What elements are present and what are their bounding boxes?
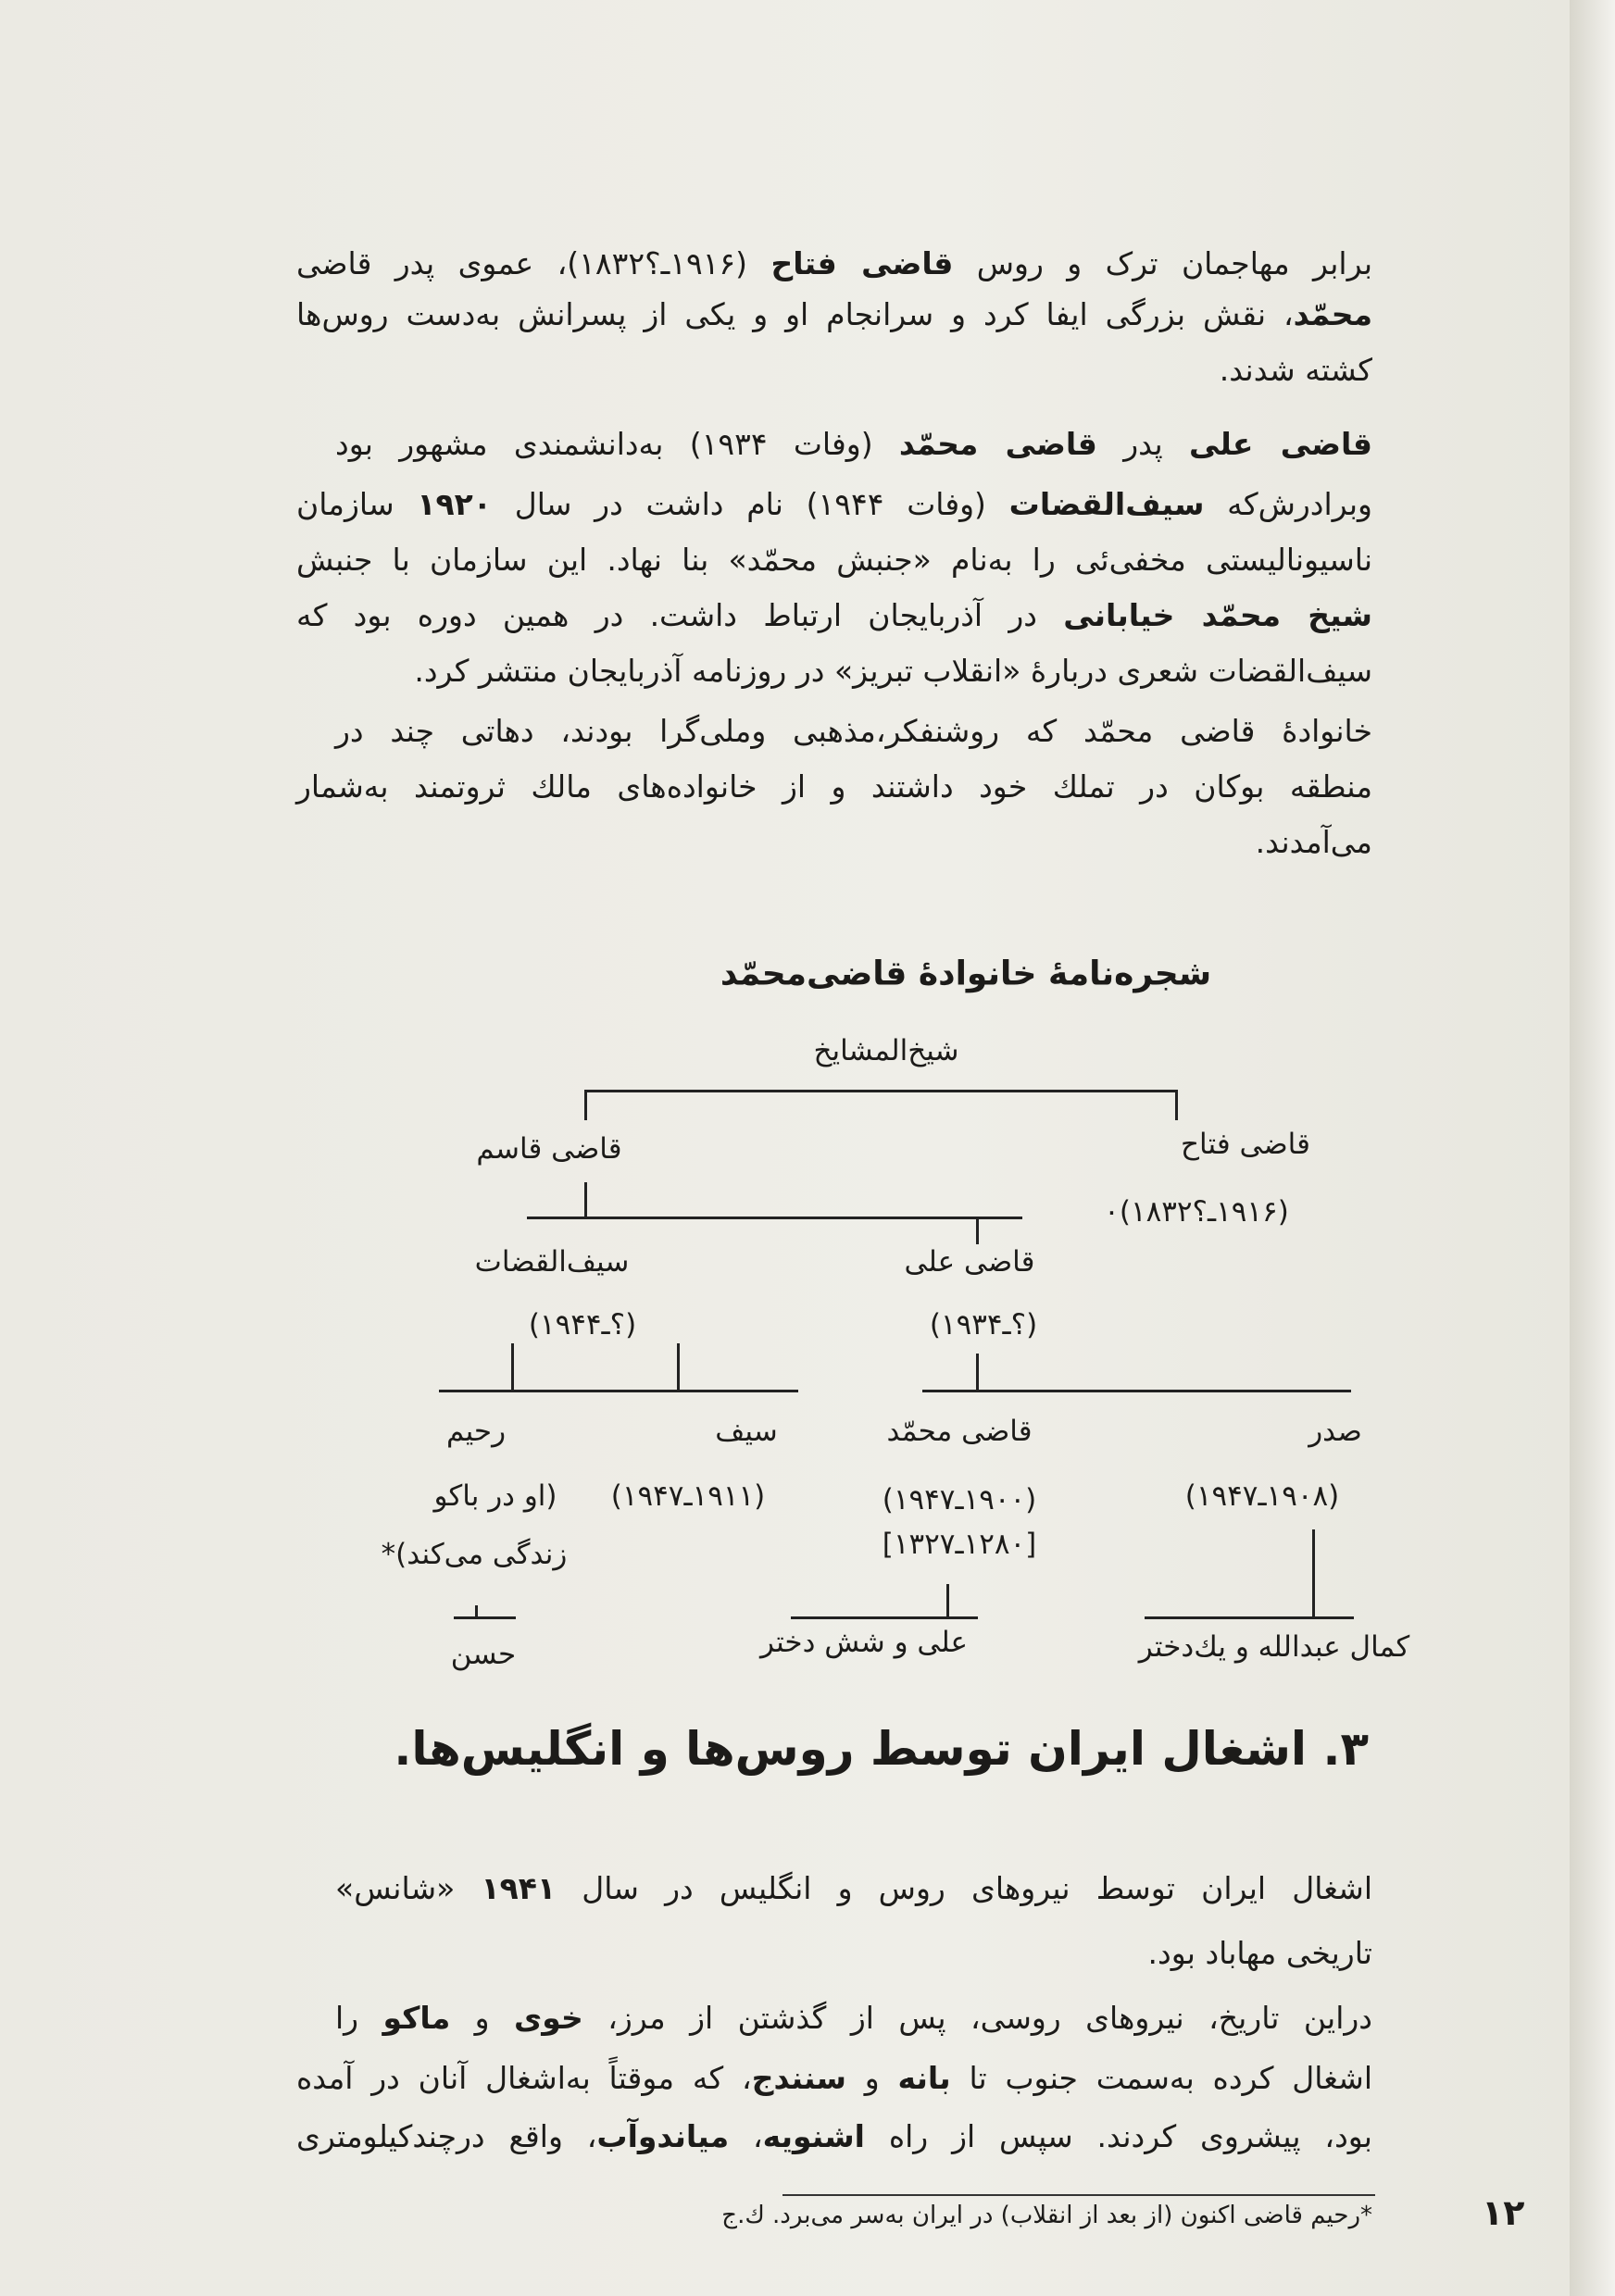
tree-node-qasem: قاضی قاسم <box>476 1132 622 1166</box>
text-segment: منطقه بوکان در تملك خود داشتند و از خانواده‌های مالك ثروتمند به‌شمار <box>296 768 1372 805</box>
tree-line <box>1312 1529 1315 1617</box>
text-segment: و <box>845 2060 898 2096</box>
tree-line <box>527 1217 1022 1219</box>
tree-node-rahim-note: زندگی می‌کند)* <box>381 1538 568 1571</box>
bold-text: اشنویه <box>762 2118 865 2154</box>
bold-text: بانه <box>897 2060 951 2096</box>
tree-node-qazi-mohammad-solar-dates: [۱۲۸۰ـ۱۳۲۷] <box>882 1528 1037 1561</box>
text-segment: در آذربایجان ارتباط داشت. در همین دوره بود که <box>296 597 1064 633</box>
bold-text: ماکو <box>382 2000 451 2036</box>
text-line <box>296 243 1372 284</box>
bold-text: محمّد <box>1293 296 1372 332</box>
text-segment: اشغال کرده به‌سمت جنوب تا <box>950 2060 1373 2096</box>
tree-line <box>585 1090 1178 1092</box>
bold-text: سنندج <box>751 2060 846 2096</box>
text-segment: ناسیونالیستی مخفی‌ئی را به‌نام «جنبش محمّد» بنا نهاد. این سازمان با جنبش <box>296 542 1372 578</box>
tree-line <box>439 1390 798 1392</box>
text-segment: اشغال ایران توسط نیروهای روس و انگلیس در سال <box>556 1870 1372 1906</box>
tree-node-qazi-ali-dates: (؟ـ۱۹۳۴) <box>929 1308 1038 1341</box>
bold-text: قاضی فتاح <box>770 245 954 281</box>
tree-node-sadr: صدر <box>1308 1415 1362 1448</box>
tree-node-qazi-ali: قاضی علی <box>904 1245 1035 1279</box>
text-segment: سازمان <box>296 486 418 522</box>
text-segment: (وفات ۱۹۴۴) نام داشت در سال <box>491 486 1009 522</box>
tree-line <box>976 1217 979 1244</box>
text-segment: و <box>450 2000 515 2036</box>
tree-node-hasan: حسن <box>450 1638 517 1671</box>
text-line <box>335 1998 1372 2039</box>
bold-text: خوی <box>514 2000 583 2036</box>
tree-line <box>1175 1090 1178 1120</box>
tree-node-root: شیخ‌المشایخ <box>813 1034 959 1067</box>
page-edge <box>1570 0 1615 2296</box>
bold-text: سیف‌القضات <box>1008 486 1205 522</box>
text-line <box>296 822 1372 863</box>
text-segment: می‌آمدند. <box>1255 824 1372 860</box>
text-segment: پدر <box>1096 426 1189 462</box>
text-line <box>335 1868 1372 1909</box>
tree-node-qazi-mohammad-dates: (۱۹۰۰ـ۱۹۴۷) <box>882 1483 1037 1516</box>
text-line <box>296 484 1372 525</box>
tree-line <box>922 1390 1351 1392</box>
bold-text: میاندوآب <box>596 2118 730 2154</box>
tree-line <box>454 1616 516 1619</box>
text-segment: (۱۹۱۶ـ؟۱۸۳۲)، عموی پدر قاضی <box>296 245 771 281</box>
tree-node-rahim: رحیم <box>445 1415 507 1448</box>
tree-line <box>976 1354 979 1391</box>
bold-text: ۱۹۴۱ <box>481 1870 557 1906</box>
bold-text: ۱۹۲۰ <box>417 486 492 522</box>
tree-node-fattah: قاضی فتاح <box>1181 1128 1310 1161</box>
tree-node-ali-children: علی و شش دختر <box>759 1626 969 1659</box>
text-line <box>296 2058 1372 2099</box>
footnote-divider <box>782 2194 1375 2196</box>
text-segment: خانوادهٔ قاضی محمّد که روشنفکر،مذهبی وملی‌گرا بودند، دهاتی چند در <box>335 713 1372 749</box>
text-segment: ، واقع درچندکیلومتری <box>296 2118 597 2154</box>
tree-line <box>791 1616 978 1619</box>
tree-node-rahim-note: (او در باکو <box>433 1479 557 1513</box>
text-segment: سیف‌القضات شعری دربارهٔ «انقلاب تبریز» در روزنامه آذربایجان منتشر کرد. <box>414 653 1372 689</box>
tree-node-sadr-dates: (۱۹۰۸ـ۱۹۴۷) <box>1184 1479 1340 1513</box>
tree-title: شجره‌نامهٔ خانوادهٔ قاضی‌محمّد <box>720 955 1212 993</box>
text-line <box>296 651 1372 692</box>
bold-text: قاضی علی <box>1189 426 1372 462</box>
text-segment: برابر مهاجمان ترک و روس <box>953 245 1372 281</box>
text-line <box>296 350 1372 391</box>
text-segment: بود، پیشروی کردند. سپس از راه <box>864 2118 1372 2154</box>
tree-line <box>584 1090 587 1120</box>
text-segment: وبرادرش‌که <box>1204 486 1372 522</box>
tree-line <box>946 1584 949 1617</box>
bold-text: شیخ محمّد خیابانی <box>1063 597 1372 633</box>
tree-node-kamal-children: کمال عبدالله و یك‌دختر <box>1138 1630 1410 1664</box>
text-segment: (وفات ۱۹۳۴) به‌دانشمندی مشهور بود <box>335 426 899 462</box>
text-segment: «شانس» <box>335 1870 482 1906</box>
tree-line <box>584 1182 587 1217</box>
text-line <box>296 2116 1372 2157</box>
page-number: ۱۲ <box>1482 2192 1525 2233</box>
section-heading: ۳. اشغال ایران توسط روس‌ها و انگلیس‌ها. <box>394 1722 1369 1776</box>
tree-line <box>677 1343 680 1391</box>
text-line <box>296 1933 1372 1974</box>
text-line <box>296 595 1372 636</box>
tree-node-fattah-dates: (۱۹۱۶ـ؟۱۸۳۲)٠ <box>1104 1195 1289 1229</box>
text-line <box>335 711 1372 752</box>
text-segment: ، <box>729 2118 763 2154</box>
text-segment: ، که موقتاً به‌اشغال آنان در آمده <box>296 2060 752 2096</box>
text-line <box>296 294 1372 335</box>
tree-node-seif-qozat: سیف‌القضات <box>474 1245 630 1279</box>
tree-node-seif-dates: (۱۹۱۱ـ۱۹۴۷) <box>610 1479 766 1513</box>
tree-line <box>511 1343 514 1391</box>
tree-node-seif-qozat-dates: (؟ـ۱۹۴۴) <box>528 1308 637 1341</box>
text-segment: دراین تاریخ، نیروهای روسی، پس از گذشتن از مرز، <box>582 2000 1372 2036</box>
text-segment: را <box>335 2000 383 2036</box>
tree-node-qazi-mohammad: قاضی محمّد <box>886 1415 1033 1448</box>
tree-node-seif: سیف <box>715 1415 778 1448</box>
text-segment: تاریخی مهاباد بود. <box>1147 1935 1372 1971</box>
text-line <box>296 540 1372 580</box>
tree-line <box>1145 1616 1354 1619</box>
text-segment: کشته شدند. <box>1219 352 1372 388</box>
text-line <box>335 424 1372 465</box>
text-line <box>296 767 1372 807</box>
footnote: *رحیم قاضی اکنون (از بعد از انقلاب) در ایران به‌سر می‌برد. ك.ج <box>721 2202 1372 2229</box>
text-segment: ، نقش بزرگی ایفا کرد و سرانجام او و یکی از پسرانش به‌دست روس‌ها <box>296 296 1294 332</box>
bold-text: قاضی محمّد <box>898 426 1097 462</box>
